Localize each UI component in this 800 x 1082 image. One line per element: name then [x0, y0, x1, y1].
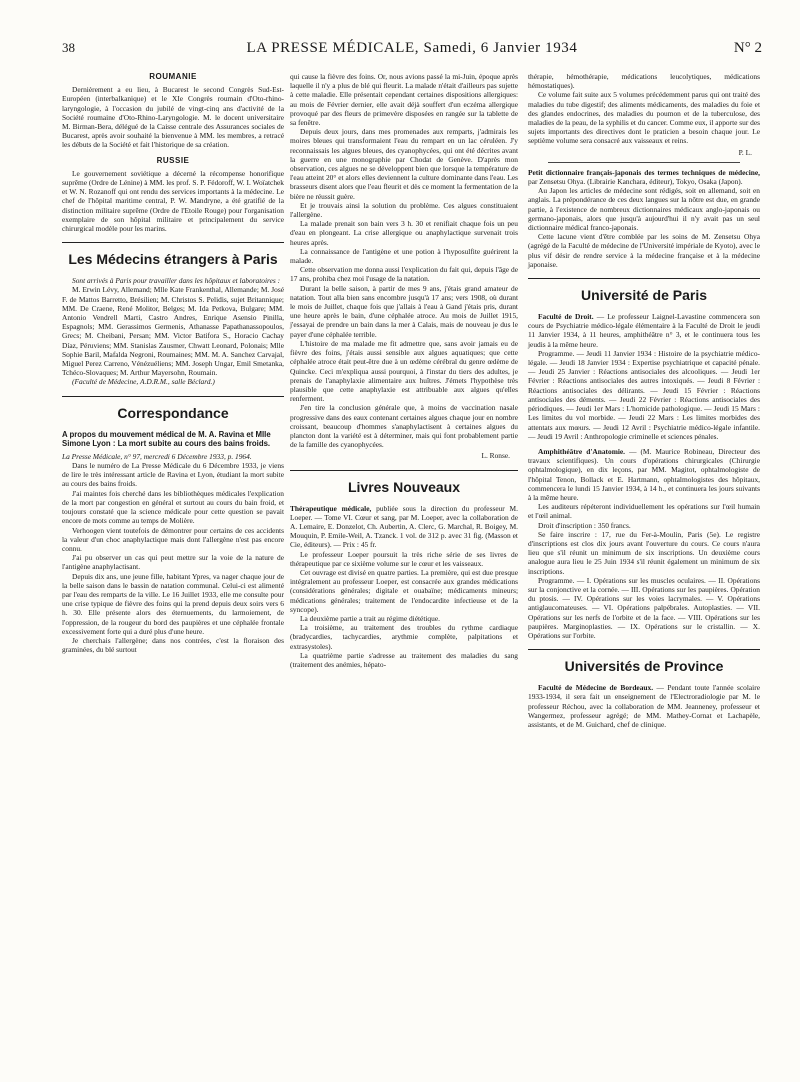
faculty-label: Faculté de Médecine de Bordeaux.	[538, 683, 654, 693]
paragraph	[528, 447, 760, 502]
book-title: Thérapeutique médicale,	[290, 503, 372, 513]
signature: P. L.	[738, 147, 752, 157]
paragraph: Les auditeurs répéteront individuellement les opérations sur l'œil humain et l'œil animal.	[528, 502, 760, 521]
section-divider	[528, 278, 760, 279]
paragraph: L'histoire de ma malade me fit admettre que, sans avoir jamais eu de fièvre des foins, j'étais aussi sensible aux algues aquatiques; que cette céphalée atroce était peut-être due à un œdème cérébral du genre œdème de Quincke. Ceci m'expliqua aussi pourquoi, à l'instar du tiers des adultes, je prenais de l'anaphylaxie alimentaire aux huîtres. J'émets l'hypothèse très plausible que cette anaphylaxie est attribuable aux algues qu'elles renferment.	[290, 338, 518, 404]
issue-number: N° 2	[733, 40, 762, 56]
paragraph: Dans le numéro de La Presse Médicale du 6 Décembre 1933, je viens de lire le très intéressant article de Ravina et Lyon, étudiant la mort subite au cours des bains froids.	[62, 461, 284, 489]
paragraph: M. Erwin Lévy, Allemand; Mlle Kate Frankenthal, Allemande; M. José F. de Mattos Barretto, Brésilien; M. Christos S. Pelidis, sujet Britannique; MM. De Craene, René Molitor, Belges; M. Ida Petkova, Bulgare; MM. Antonio Vendrell Marti, Castro Andres, Enrique Asensio Pinilla, Espagnols; MM. Gerassimos Germenis, Athanasse Papathanassopoulos, Grecs; M. Cheibani, Persan; MM. Victor Batifora S., Horacio Cachay Díaz, Péruviens; MM. Stanislas Zausmer, Chwatt Leonard, Polonais; Mlle Sophie Baril, Mafalda Negroni, Roumaines; MM. M. A. Sanchez Carvajal, Miguel Perez Carreno, Vénézuéliens; MM. Joseph Ungar, Emil Smetanka, Tchéco-Slovaques; M. Arthur Mayersohn, Roumain.	[62, 285, 284, 378]
source-note: (Faculté de Médecine, A.D.R.M., salle Béclard.)	[72, 377, 215, 387]
book-details: par Zensetsu Ohya. (Librairie Kanchara, éditeur), Tokyo, Osaka (Japon).	[528, 177, 743, 187]
amphitheatre-text: — (M. Maurice Robineau, Directeur des travaux scientifiques). Un cours d'opérations chirurgicales (Chirurgie ophtalmologique), en dix leçons, par MM. Magitot, ophtalmologiste de l'hôpital Tenon, Bollack et E. Hartmann, ophtalmologistes des hôpitaux, commencera le lundi 15 Janvier 1934, à 14 h., et continuera les jours suivants à la même heure.	[528, 446, 760, 502]
paragraph: Ce volume fait suite aux 5 volumes précédemment parus qui ont traité des maladies du tube digestif; des aliments médicaments, des maladies du foie et des glandes endocrines, des maladies du poumon et de la tuberculose, des maladies de la peau, de la syphilis et du cancer. Comme eux, il apporte sur des sujets importants des directives dont le praticien a besoin chaque jour. Le septième volume sera consacré aux vaisseaux et reins.	[528, 90, 760, 146]
paragraph: Depuis dix ans, une jeune fille, habitant Ypres, va nager chaque jour de la belle saison dans le bassin de natation communal. Celui-ci est alimenté par l'eau des remparts de la ville. Le 16 Juillet 1933, elle me consulte pour une crise typique de fièvre des foins qui la prend depuis deux soirs vers 6 h. 30. Elle présente alors des éternuements, du larmoiement, de l'oppression, de la rougeur du bord des paupières et une céphalée frontale excessivement forte qui a duré plus d'une heure.	[62, 571, 284, 636]
section-heading-russie: RUSSIE	[156, 155, 190, 165]
paragraph: J'ai maintes fois cherché dans les bibliothèques médicales l'explication de la mort par congestion en général et surtout au cours du bain froid, et toujours constaté que la science médicale pour cette question se pavait encore de mots comme au temps de Molière.	[62, 488, 284, 526]
paragraph: Cette observation me donna aussi l'explication du fait qui, depuis l'âge de 17 ans, prohiba chez moi l'usage de la natation.	[290, 265, 518, 284]
paragraph: Se faire inscrire : 17, rue du Fer-à-Moulin, Paris (5e). Le registre d'inscriptions est clos dix jours avant l'ouverture du cours. Ce cours n'aura lieu que s'il réunit un minimum de six inscriptions. Un deuxième cours analogue aura lieu le 25 Juin 1934 s'il réunit également un minimum de six inscriptions.	[528, 529, 760, 576]
column-middle	[290, 72, 518, 669]
article-title: A propos du mouvement médical de M. A. Ravina et Mlle Simone Lyon : La mort subite au cours des bains froids.	[62, 429, 271, 449]
book-entry	[290, 504, 518, 550]
paragraph: La connaissance de l'antigène et une potion à l'hyposulfite guérirent la malade.	[290, 246, 518, 266]
paragraph: Au Japon les articles de médecine sont rédigés, soit en allemand, soit en anglais. La prépondérance de ces deux langues sur la nôtre est due, en grande partie, à l'existence de nombreux dictionnaires médicaux anglo-japonais ou germano-japonais, alors que jusqu'à aujourd'hui il n'y avait pas un seul dictionnaire médical franco-japonais.	[528, 186, 760, 233]
book-details: publiée sous la direction du professeur M. Loeper. — Tome VI. Cœur et sang, par M. Loeper, avec la collaboration de A. Lemaire, E. Donzelot, Ch. Aubertin, A. Clerc, G. Marchal, R. Boigey, M. Mouquin, P. Emile-Weil, A. Tzanck. 1 vol. de 312 p. avec 31 fig. (Masson et Cie, éditeurs). — Prix : 45 fr.	[290, 503, 518, 550]
divider	[548, 162, 740, 163]
paragraph: qui cause la fièvre des foins. Or, nous avions passé la mi-Juin, époque après laquelle il n'y a plus de blé qui fleurit. La malade n'était d'ailleurs pas sujette à cette maladie. Elle présentait cependant certaines dispositions allergiques: au mois de Février dernier, elle avait déjà souffert d'un eczéma allergique provoqué par des fleurs de primevère disposées en rangée sur la tablette de sa fenêtre.	[290, 72, 518, 128]
paragraph: Programme. — I. Opérations sur les muscles oculaires. — II. Opérations sur la conjonctive et la cornée. — III. Opérations sur les paupières. Opération du ptosis. — IV. Opérations sur les voies lacrymales. — V. Opérations antiglaucomateuses. — VI. Opérations palpébrales. Autoplasties. — VII. Opérations sur les nerfs de l'orbite et de la face. — VIII. Opérations sur les paupières. Marginoplasties. — IX. Opérations sur le cristallin. — X. Opérations sur l'orbite.	[528, 575, 760, 640]
section-divider	[62, 242, 284, 243]
book-title: Petit dictionnaire français-japonais des termes techniques de médecine,	[528, 167, 760, 177]
paragraph: Verhoogen vient toutefois de démontrer pour certains de ces accidents la valeur d'un choc anaphylactique mais dont l'allergène n'est pas encore connu.	[62, 525, 284, 553]
paragraph: La troisième, au traitement des troubles du rythme cardiaque (bradycardies, tachycardies, arythmie complète, palpitations et extrasystoles).	[290, 623, 518, 651]
column-left	[62, 72, 284, 654]
article-reference: La Presse Médicale, n° 97, mercredi 6 Décembre 1933, p. 1964.	[62, 451, 252, 461]
paragraph	[528, 683, 760, 729]
faculty-text: — Le professeur Laignel-Lavastine commencera son cours de Psychiatrie médico-légale élémentaire à la Faculté de Droit le jeudi 11 Janvier 1934, à 11 heures, amphithéâtre n° 3, et le continuera tous les jeudis à la même heure.	[528, 312, 760, 349]
signature: L. Ronse.	[481, 451, 510, 461]
column-right	[528, 72, 760, 729]
paragraph: La malade prenait son bain vers 3 h. 30 et renifiait chaque fois un peu d'eau en plongeant. La crise allergique ou anaphylactique survenait trois heures après.	[290, 219, 518, 247]
page-number: 38	[62, 40, 75, 55]
book-entry	[528, 168, 760, 186]
heading-universites-province: Universités de Province	[564, 658, 724, 675]
paragraph: La deuxième partie a trait au régime diététique.	[300, 613, 440, 623]
paragraph: J'ai pu observer un cas qui peut mettre sur la voie de la nature de l'antigène anaphylactisant.	[62, 553, 284, 572]
section-divider	[290, 470, 518, 471]
paragraph: Programme. — Jeudi 11 Janvier 1934 : Histoire de la psychiatrie médico-légale. — Jeudi 18 Janvier 1934 : Expertise psychiatrique et capacité pénale. — Jeudi 25 Janvier : Réactions antisociales des alcooliques. — Jeudi 1er Février : Réactions antisociales des autres intoxiqués. — Jeudi 8 Février : Réactions antisociales des délirants. — Jeudi 15 Février : Réactions antisociales des déments. — Jeudi 22 Février : Réactions antisociales des périodiques. — Jeudi 1er Mars : L'homicide pathologique. — Jeudi 15 Mars : Les limites du vol morbide. — Jeudi 22 Mars : Les limites morbides des attentats aux mœurs. — Jeudi 12 Avril : Psychiatrie médico-légale infantile. — Jeudi 19 Avril : Anthropologie criminelle et sciences pénales.	[528, 348, 760, 441]
page-header	[62, 40, 762, 62]
amphitheatre-label: Amphithéâtre d'Anatomie.	[538, 446, 626, 456]
paragraph: J'en tire la conclusion générale que, à moins de vaccination nasale progressive dans des eaux contenant certaines algues chaque jour en nombre croissant, beaucoup d'hommes s'anaphylactisent à certaines algues du plancton dont la variété est à déterminer, mais qui font probablement partie de la famille des cyanophycées.	[290, 403, 518, 450]
paragraph: Cette lacune vient d'être comblée par les soins de M. Zensetsu Ohya (agrégé de la Faculté de médecine de l'Université impériale de Kyoto), avec le plus vif désir de rendre service à la médecine française et à la médecine japonaise.	[528, 232, 760, 269]
paragraph: Durant la belle saison, à partir de mes 9 ans, j'étais grand amateur de natation. Tout alla bien sans encombre jusqu'à 17 ans; vers 1908, où durant le mois de Juillet, chaque fois que j'allais à l'eau à Gand j'étais pris, durant une heure après le bain, d'une céphalée atroce. Au mois de Juillet 1915, j'essayai de prendre un bain dans la mer à Calais, mais de nouveau je dus le payer d'une céphalée terrible.	[290, 283, 518, 339]
faculty-text: — Pendant toute l'année scolaire 1933-1934, il sera fait un enseignement de l'Electroradiologie par M. le professeur Réchou, avec la collaboration de MM. Jeanneney, professeur et Wangermez, professeur agrégé; de MM. Mathey-Cornat et Lachapèle, assistants, et de M. Guichard, chef de clinique.	[528, 683, 760, 729]
paragraph: Sont arrivés à Paris pour travailler dans les hôpitaux et laboratoires :	[72, 276, 281, 286]
heading-correspondance: Correspondance	[117, 404, 229, 421]
section-divider	[62, 396, 284, 397]
paragraph: Je cherchais l'allergène; dans nos contrées, c'est la floraison des graminées, du blé surtout	[62, 635, 284, 655]
paragraph: Le gouvernement soviétique a décerné la récompense honorifique suprême (Ordre de Lénine) à MM. les prof. S. P. Fédoroff, W. I. Woïatchek et W. N. Rozanoff qui ont rendu des services importants à la médecine. Le chef de l'hôpital maritime central, P. W. Mandryne, a été gratifié de la distinction militaire suprême (Ordre de l'Etoile Rouge) pour l'organisation exemplaire de son hôpital militaire et principalement du service chirurgical modèle pour les marins.	[62, 168, 284, 234]
journal-title: LA PRESSE MÉDICALE, Samedi, 6 Janvier 1934	[246, 40, 578, 56]
paragraph: thérapie, hémothérapie, médications leucolytiques, médications hémostatiques).	[528, 72, 760, 91]
paragraph: Et je trouvais ainsi la solution du problème. Ces algues constituaient l'allergène.	[290, 200, 518, 220]
paragraph: Droit d'inscription : 350 francs.	[538, 520, 631, 530]
section-divider	[528, 649, 760, 650]
paragraph: Dernièrement a eu lieu, à Bucarest le second Congrès Sud-Est-Européen (interbalkanique) et le XIe Congrès roumain d'Oto-rhino-laryngologie, à l'occasion du jubilé de vingt-cinq ans d'activité de la Société roumaine d'Oto-Rhino-Laryngologie. M. le docent universitaire M. Birman-Bera, délégué de la Caisse centrale des Assurances sociales de Bucarest, après avoir souhaité la bienvenue à MM. les membres, a retracé les débuts de la Société et fait l'historique de sa création.	[62, 85, 284, 150]
heading-universite-paris: Université de Paris	[580, 287, 708, 304]
faculty-label: Faculté de Droit.	[538, 312, 594, 322]
paragraph: Le professeur Loeper poursuit la très riche série de ses livres de thérapeutique par ce sixième volume sur le cœur et les vaisseaux.	[290, 549, 518, 568]
paragraph: Cet ouvrage est divisé en quatre parties. La première, qui est due presque intégralement au professeur Loeper, est consacrée aux grandes médications (considérations générales; digitale et ouabaïne; médicaments mineurs; médications générales; traitement de l'endocardite infectieuse et de la syncope).	[290, 567, 518, 614]
paragraph	[528, 312, 760, 349]
heading-livres-nouveaux: Livres Nouveaux	[347, 478, 461, 495]
paragraph: Depuis deux jours, dans mes promenades aux remparts, j'admirais les moires bleues qui transformaient l'eau du rempart en un lac céruléen. J'y reconnaissais les algues bleues, des cyanophycées, qui ont été décrites avant la guerre en une monographie par Chodat de Genève. D'après mon observation, ces algues ne se développent bien que lorsque la température de l'eau atteint 20° et alors elles deviennent la culture dominante dans l'eau. Les brasseurs disent alors que l'eau fleurit et dès ce moment la fermentation de la bière ne réussit guère.	[290, 127, 518, 201]
paragraph: La quatrième partie s'adresse au traitement des maladies du sang (traitement des anémies, hépato-	[290, 650, 518, 669]
section-heading-roumanie: ROUMANIE	[149, 72, 197, 81]
heading-medecins-etrangers: Les Médecins étrangers à Paris	[68, 251, 278, 268]
